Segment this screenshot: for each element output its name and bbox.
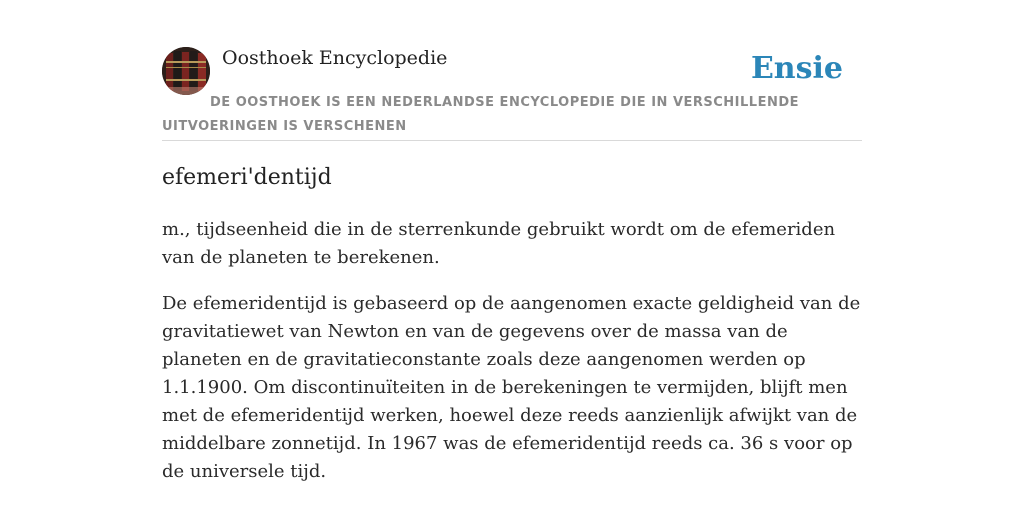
brand-logo[interactable]: Ensie: [750, 51, 843, 86]
site-subtitle: DE OOSTHOEK IS EEN NEDERLANDSE ENCYCLOPEDIE DIE IN VERSCHILLENDE UITVOERINGEN IS VERSCHENEN: [162, 95, 800, 134]
entry-card: [162, 44, 862, 482]
entry-paragraph-1: m., tijdseenheid die in de sterrenkunde gebruikt wordt om de efemeriden van de planeten te berekenen.: [162, 219, 836, 268]
entry-title: efemeri'dentijd: [162, 165, 332, 190]
entry-paragraph-2: De efemeridentijd is gebaseerd op de aangenomen exacte geldigheid van de gravitatiewet van Newton en van de gegevens over de massa van de planeten en de gravitatieconstante zoals deze aangenomen werden op 1.1.1900. Om discontinuïteiten in de berekeningen te vermijden, blijft men met de efemeridentijd werken, hoewel deze reeds aanzienlijk afwijkt van de middelbare zonnetijd. In 1967 was de efemeridentijd reeds ca. 36 s voor op de universele tijd.: [162, 293, 861, 482]
book-spines-avatar-icon[interactable]: [162, 47, 210, 95]
site-title[interactable]: Oosthoek Encyclopedie: [222, 47, 448, 69]
site-header: [162, 44, 862, 141]
